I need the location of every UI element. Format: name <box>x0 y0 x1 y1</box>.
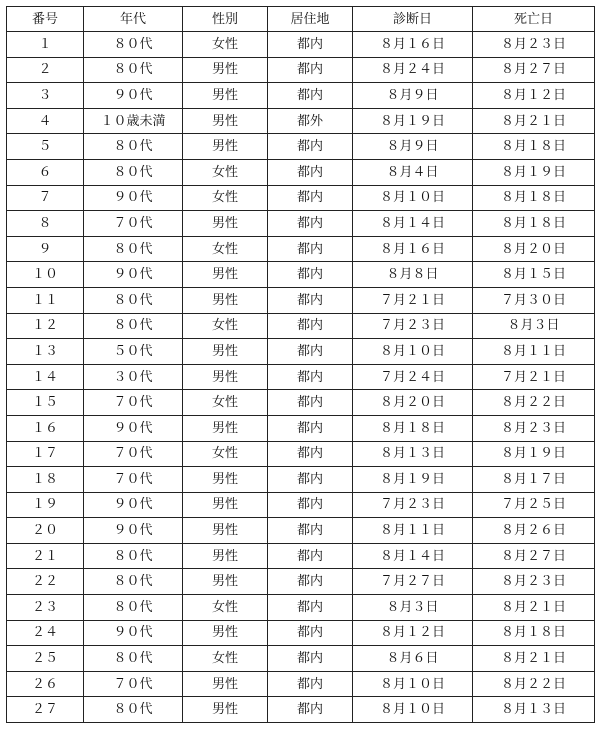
cell-number: ２３ <box>7 595 84 621</box>
table-row <box>7 83 595 109</box>
cell-death-date: ８月２２日 <box>473 390 595 416</box>
cell-age-group: ８０代 <box>84 159 183 185</box>
cell-number: ２７ <box>7 697 84 723</box>
cell-number: ２ <box>7 57 84 83</box>
cell-age-group: ８０代 <box>84 569 183 595</box>
cell-residence: 都内 <box>268 364 353 390</box>
cell-age-group: ９０代 <box>84 492 183 518</box>
cell-death-date: ７月２１日 <box>473 364 595 390</box>
cell-residence: 都内 <box>268 595 353 621</box>
cell-age-group: ８０代 <box>84 57 183 83</box>
cell-diagnosis-date: ７月２３日 <box>353 313 473 339</box>
table-row <box>7 620 595 646</box>
cell-age-group: ７０代 <box>84 390 183 416</box>
cell-sex: 男性 <box>183 339 268 365</box>
cell-death-date: ８月３日 <box>473 313 595 339</box>
cell-sex: 男性 <box>183 134 268 160</box>
cell-diagnosis-date: ８月４日 <box>353 159 473 185</box>
table-row <box>7 671 595 697</box>
cell-death-date: ８月１３日 <box>473 697 595 723</box>
cell-sex: 男性 <box>183 287 268 313</box>
table-header <box>7 7 595 32</box>
cell-residence: 都外 <box>268 108 353 134</box>
cell-residence: 都内 <box>268 390 353 416</box>
cell-sex: 女性 <box>183 441 268 467</box>
cell-age-group: ８０代 <box>84 646 183 672</box>
cell-age-group: ７０代 <box>84 671 183 697</box>
cell-diagnosis-date: ８月１０日 <box>353 671 473 697</box>
table-row <box>7 467 595 493</box>
header-death-date: 死亡日 <box>473 7 595 32</box>
cell-death-date: ８月１５日 <box>473 262 595 288</box>
cell-residence: 都内 <box>268 339 353 365</box>
cell-number: １１ <box>7 287 84 313</box>
cell-residence: 都内 <box>268 32 353 58</box>
table-row <box>7 492 595 518</box>
cell-age-group: ９０代 <box>84 262 183 288</box>
cell-sex: 男性 <box>183 57 268 83</box>
cell-number: １０ <box>7 262 84 288</box>
table-row <box>7 32 595 58</box>
cell-death-date: ８月１８日 <box>473 620 595 646</box>
deaths-table <box>6 6 595 723</box>
cell-death-date: ７月３０日 <box>473 287 595 313</box>
cell-death-date: ８月２３日 <box>473 569 595 595</box>
cell-death-date: ８月２７日 <box>473 543 595 569</box>
cell-age-group: ５０代 <box>84 339 183 365</box>
cell-sex: 男性 <box>183 620 268 646</box>
cell-death-date: ８月１２日 <box>473 83 595 109</box>
cell-age-group: ９０代 <box>84 415 183 441</box>
table-row <box>7 339 595 365</box>
table-row <box>7 108 595 134</box>
cell-number: ２６ <box>7 671 84 697</box>
table-row <box>7 697 595 723</box>
cell-age-group: ７０代 <box>84 211 183 237</box>
cell-residence: 都内 <box>268 569 353 595</box>
cell-number: １６ <box>7 415 84 441</box>
cell-diagnosis-date: ８月９日 <box>353 83 473 109</box>
cell-residence: 都内 <box>268 211 353 237</box>
cell-death-date: ８月２６日 <box>473 518 595 544</box>
cell-diagnosis-date: ８月１４日 <box>353 543 473 569</box>
cell-death-date: ８月２３日 <box>473 415 595 441</box>
cell-residence: 都内 <box>268 159 353 185</box>
cell-diagnosis-date: ８月１９日 <box>353 467 473 493</box>
cell-residence: 都内 <box>268 543 353 569</box>
cell-sex: 男性 <box>183 671 268 697</box>
cell-sex: 男性 <box>183 518 268 544</box>
cell-residence: 都内 <box>268 57 353 83</box>
cell-diagnosis-date: ７月２４日 <box>353 364 473 390</box>
header-number: 番号 <box>7 7 84 32</box>
cell-death-date: ８月２３日 <box>473 32 595 58</box>
cell-age-group: ８０代 <box>84 32 183 58</box>
cell-death-date: ８月２１日 <box>473 108 595 134</box>
cell-diagnosis-date: ７月２１日 <box>353 287 473 313</box>
cell-diagnosis-date: ８月２４日 <box>353 57 473 83</box>
cell-sex: 女性 <box>183 595 268 621</box>
cell-number: ２０ <box>7 518 84 544</box>
table-row <box>7 287 595 313</box>
cell-residence: 都内 <box>268 467 353 493</box>
cell-death-date: ８月２７日 <box>473 57 595 83</box>
cell-sex: 男性 <box>183 108 268 134</box>
cell-death-date: ８月１８日 <box>473 211 595 237</box>
cell-sex: 女性 <box>183 32 268 58</box>
cell-number: ６ <box>7 159 84 185</box>
cell-diagnosis-date: ８月１９日 <box>353 108 473 134</box>
cell-number: １４ <box>7 364 84 390</box>
cell-number: ３ <box>7 83 84 109</box>
table-body <box>7 32 595 723</box>
cell-sex: 女性 <box>183 185 268 211</box>
cell-age-group: ８０代 <box>84 134 183 160</box>
cell-diagnosis-date: ８月９日 <box>353 134 473 160</box>
table-row <box>7 57 595 83</box>
cell-death-date: ８月１８日 <box>473 185 595 211</box>
table-row <box>7 159 595 185</box>
cell-residence: 都内 <box>268 697 353 723</box>
cell-residence: 都内 <box>268 262 353 288</box>
cell-sex: 女性 <box>183 390 268 416</box>
table-row <box>7 595 595 621</box>
cell-number: ７ <box>7 185 84 211</box>
cell-death-date: ８月１８日 <box>473 134 595 160</box>
table-row <box>7 313 595 339</box>
table-row <box>7 262 595 288</box>
cell-diagnosis-date: ８月１０日 <box>353 339 473 365</box>
cell-sex: 男性 <box>183 543 268 569</box>
cell-age-group: ８０代 <box>84 697 183 723</box>
table-row <box>7 415 595 441</box>
cell-sex: 女性 <box>183 159 268 185</box>
cell-number: ５ <box>7 134 84 160</box>
cell-number: ２５ <box>7 646 84 672</box>
header-row <box>7 7 595 32</box>
cell-number: ４ <box>7 108 84 134</box>
cell-diagnosis-date: ８月１８日 <box>353 415 473 441</box>
cell-residence: 都内 <box>268 313 353 339</box>
cell-residence: 都内 <box>268 646 353 672</box>
cell-number: ９ <box>7 236 84 262</box>
table-row <box>7 185 595 211</box>
cell-number: １８ <box>7 467 84 493</box>
cell-death-date: ８月２２日 <box>473 671 595 697</box>
cell-residence: 都内 <box>268 620 353 646</box>
cell-diagnosis-date: ８月１３日 <box>353 441 473 467</box>
cell-diagnosis-date: ８月３日 <box>353 595 473 621</box>
header-age-group: 年代 <box>84 7 183 32</box>
cell-number: ８ <box>7 211 84 237</box>
header-residence: 居住地 <box>268 7 353 32</box>
cell-number: １ <box>7 32 84 58</box>
cell-diagnosis-date: ８月１６日 <box>353 236 473 262</box>
cell-sex: 男性 <box>183 262 268 288</box>
cell-number: ２４ <box>7 620 84 646</box>
cell-diagnosis-date: ８月１０日 <box>353 185 473 211</box>
cell-residence: 都内 <box>268 287 353 313</box>
cell-residence: 都内 <box>268 83 353 109</box>
cell-age-group: ９０代 <box>84 83 183 109</box>
cell-sex: 女性 <box>183 236 268 262</box>
cell-sex: 男性 <box>183 83 268 109</box>
header-diagnosis-date: 診断日 <box>353 7 473 32</box>
cell-death-date: ８月２０日 <box>473 236 595 262</box>
cell-diagnosis-date: ８月１４日 <box>353 211 473 237</box>
cell-residence: 都内 <box>268 236 353 262</box>
cell-age-group: ３０代 <box>84 364 183 390</box>
table-row <box>7 134 595 160</box>
table-row <box>7 646 595 672</box>
cell-age-group: ８０代 <box>84 543 183 569</box>
cell-sex: 女性 <box>183 646 268 672</box>
cell-diagnosis-date: ８月６日 <box>353 646 473 672</box>
table-row <box>7 441 595 467</box>
cell-age-group: ８０代 <box>84 313 183 339</box>
cell-number: １５ <box>7 390 84 416</box>
cell-diagnosis-date: ８月８日 <box>353 262 473 288</box>
cell-death-date: ８月２１日 <box>473 646 595 672</box>
cell-age-group: ９０代 <box>84 518 183 544</box>
cell-age-group: ９０代 <box>84 185 183 211</box>
cell-diagnosis-date: ７月２３日 <box>353 492 473 518</box>
cell-number: ２１ <box>7 543 84 569</box>
cell-sex: 女性 <box>183 313 268 339</box>
cell-diagnosis-date: ８月１０日 <box>353 697 473 723</box>
cell-number: ２２ <box>7 569 84 595</box>
cell-diagnosis-date: ８月１１日 <box>353 518 473 544</box>
cell-diagnosis-date: ８月１２日 <box>353 620 473 646</box>
cell-sex: 男性 <box>183 415 268 441</box>
cell-death-date: ８月１９日 <box>473 159 595 185</box>
cell-residence: 都内 <box>268 441 353 467</box>
table-row <box>7 364 595 390</box>
table-row <box>7 543 595 569</box>
cell-number: １３ <box>7 339 84 365</box>
cell-sex: 男性 <box>183 492 268 518</box>
cell-sex: 男性 <box>183 697 268 723</box>
cell-residence: 都内 <box>268 134 353 160</box>
cell-age-group: １０歳未満 <box>84 108 183 134</box>
table-row <box>7 518 595 544</box>
cell-death-date: ８月１７日 <box>473 467 595 493</box>
cell-residence: 都内 <box>268 492 353 518</box>
cell-sex: 男性 <box>183 569 268 595</box>
cell-number: １９ <box>7 492 84 518</box>
cell-sex: 男性 <box>183 211 268 237</box>
cell-residence: 都内 <box>268 518 353 544</box>
cell-age-group: ８０代 <box>84 595 183 621</box>
cell-age-group: ８０代 <box>84 236 183 262</box>
cell-age-group: ９０代 <box>84 620 183 646</box>
table-row <box>7 236 595 262</box>
cell-death-date: ８月２１日 <box>473 595 595 621</box>
cell-diagnosis-date: ８月１６日 <box>353 32 473 58</box>
cell-death-date: ７月２５日 <box>473 492 595 518</box>
table-row <box>7 569 595 595</box>
cell-sex: 男性 <box>183 364 268 390</box>
cell-diagnosis-date: ７月２７日 <box>353 569 473 595</box>
cell-residence: 都内 <box>268 185 353 211</box>
cell-age-group: ７０代 <box>84 467 183 493</box>
table-row <box>7 390 595 416</box>
cell-residence: 都内 <box>268 415 353 441</box>
cell-age-group: ７０代 <box>84 441 183 467</box>
cell-death-date: ８月１１日 <box>473 339 595 365</box>
cell-number: １７ <box>7 441 84 467</box>
cell-death-date: ８月１９日 <box>473 441 595 467</box>
cell-sex: 男性 <box>183 467 268 493</box>
cell-residence: 都内 <box>268 671 353 697</box>
header-sex: 性別 <box>183 7 268 32</box>
cell-number: １２ <box>7 313 84 339</box>
table-row <box>7 211 595 237</box>
cell-diagnosis-date: ８月２０日 <box>353 390 473 416</box>
cell-age-group: ８０代 <box>84 287 183 313</box>
